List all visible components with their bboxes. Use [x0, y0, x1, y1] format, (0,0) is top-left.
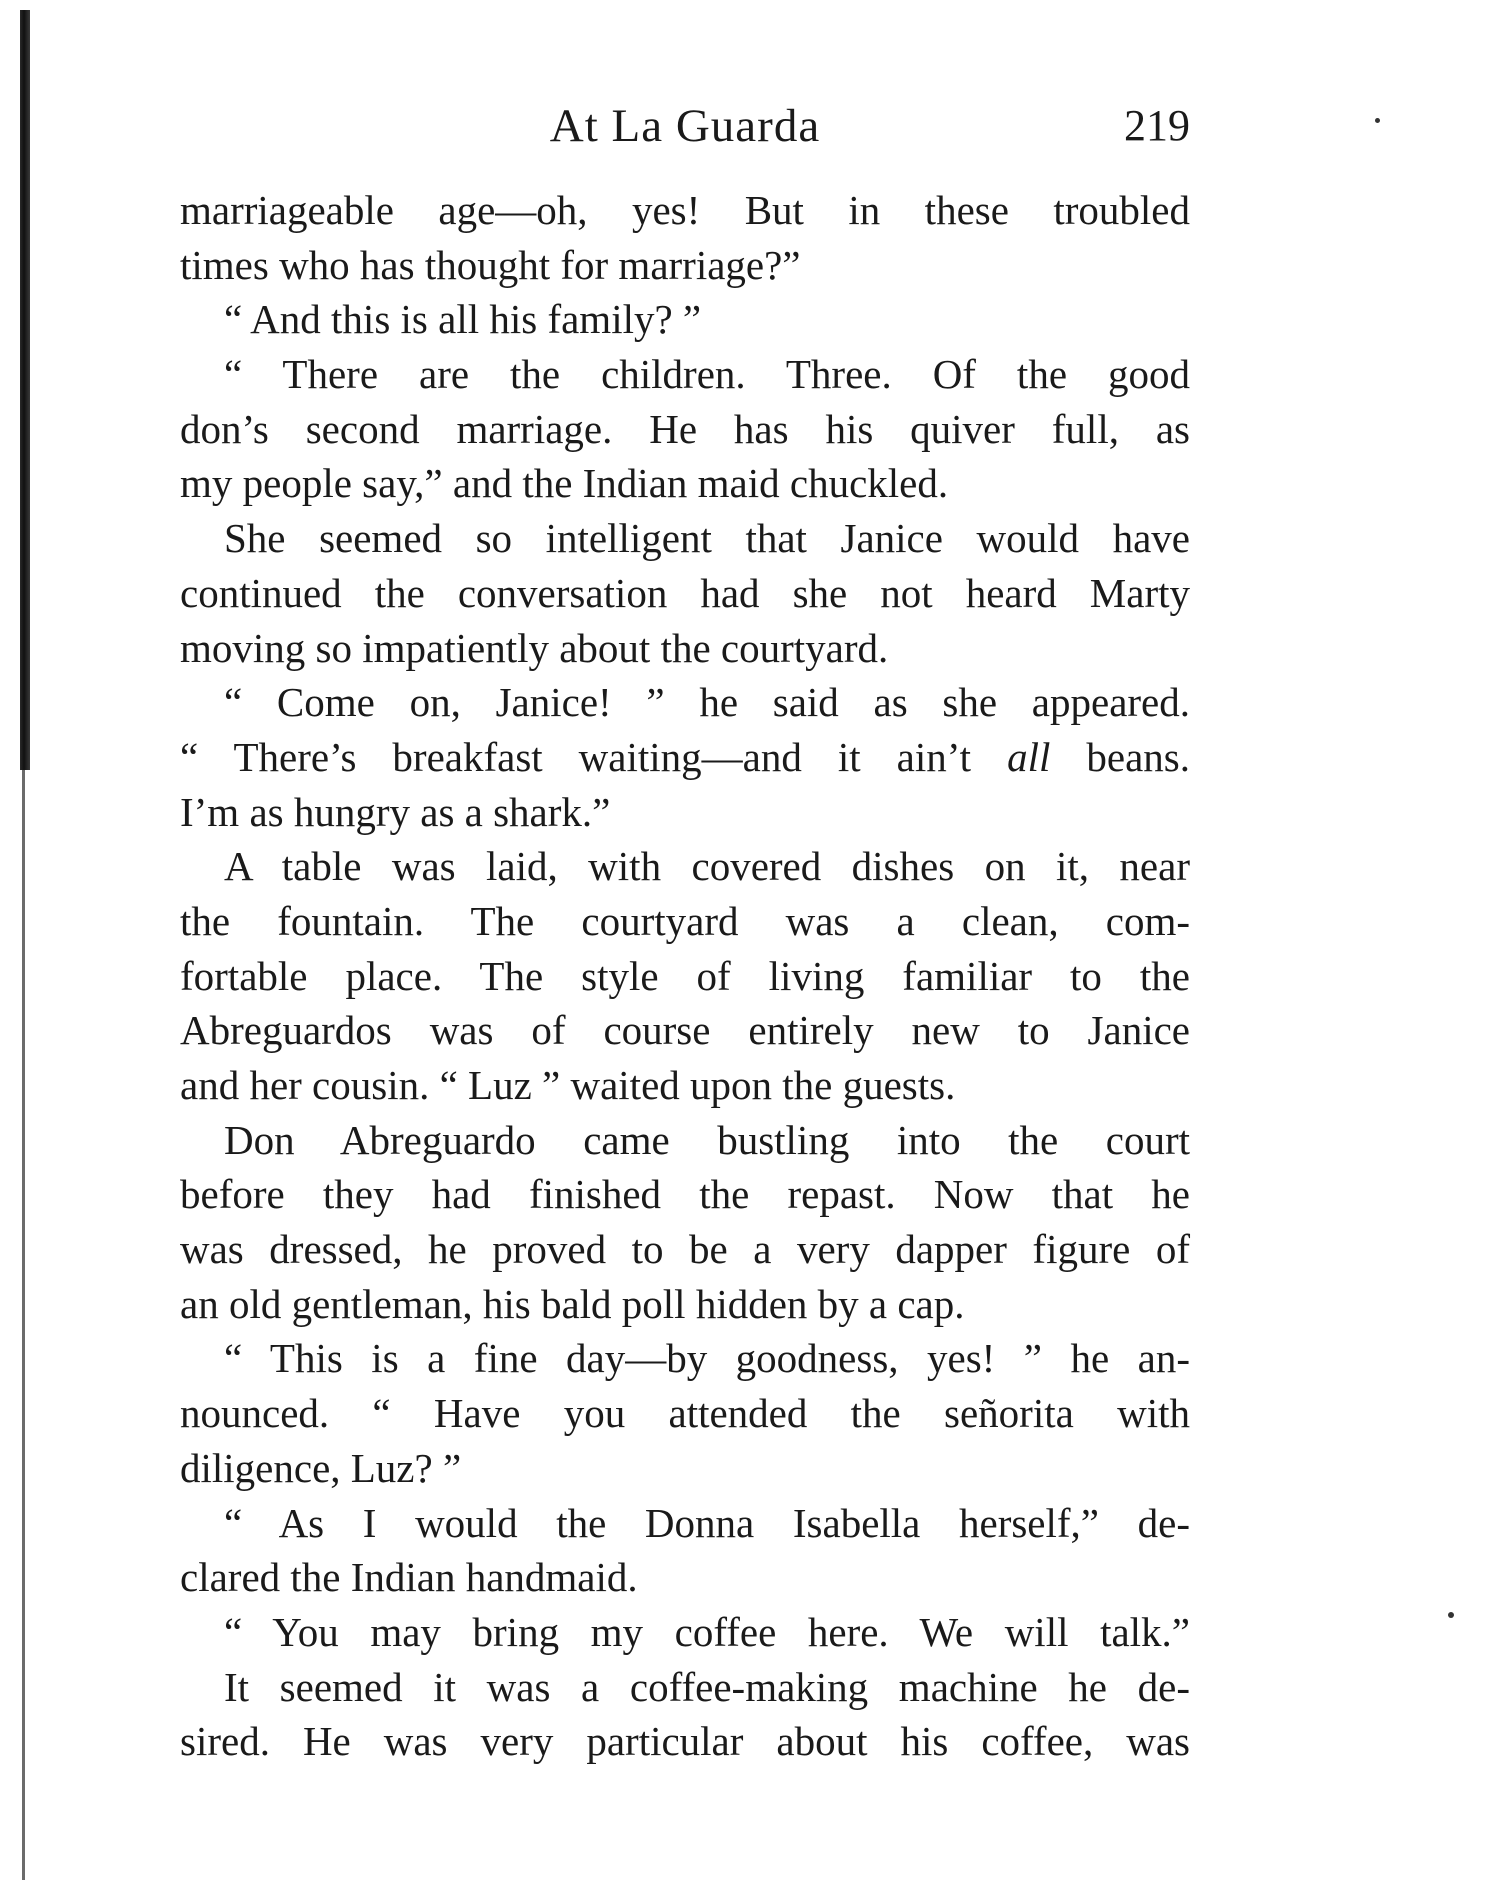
binding-shadow	[14, 0, 32, 1893]
running-head: At La Guarda	[549, 100, 821, 152]
text-line: “ This is a fine day—by goodness, yes! ” he an-	[224, 1335, 1190, 1382]
binding-shadow-dark	[20, 10, 30, 770]
text-line: my people say,” and the Indian maid chuckled.	[180, 460, 949, 507]
text-line: “ As I would the Donna Isabella herself,” de-	[224, 1499, 1190, 1546]
body-text	[180, 183, 1190, 1769]
page-number: 219	[1124, 101, 1190, 150]
text-line: “ Come on, Janice! ” he said as she appeared.	[224, 679, 1190, 726]
text-line: was dressed, he proved to be a very dapper figure of	[180, 1226, 1190, 1273]
text-line-start: “ There’s breakfast waiting—and it ain’t	[180, 733, 1008, 780]
text-line: marriageable age—oh, yes! But in these troubled	[180, 187, 1190, 233]
text-line: A table was laid, with covered dishes on it, near	[224, 843, 1190, 890]
text-line: Don Abreguardo came bustling into the court	[224, 1116, 1190, 1163]
text-line: clared the Indian handmaid.	[180, 1554, 638, 1601]
text-line: times who has thought for marriage?”	[180, 241, 801, 288]
binding-shadow-light	[22, 770, 25, 1880]
text-line: fortable place. The style of living familiar to the	[180, 952, 1190, 999]
text-line-end: beans.	[1050, 733, 1190, 780]
text-line: “ There are the children. Three. Of the good	[224, 351, 1190, 398]
text-line: She seemed so intelligent that Janice would have	[224, 515, 1190, 562]
text-line: “ And this is all his family? ”	[224, 296, 702, 343]
text-line: “ You may bring my coffee here. We will talk.”	[224, 1608, 1190, 1655]
text-line: the fountain. The courtyard was a clean, com-	[180, 897, 1190, 944]
page-header	[180, 96, 1190, 156]
italic-word: all	[1007, 733, 1051, 780]
text-line: before they had finished the repast. Now that he	[180, 1171, 1190, 1218]
text-line: and her cousin. “ Luz ” waited upon the guests.	[180, 1062, 956, 1108]
text-line: don’s second marriage. He has his quiver full, as	[180, 405, 1190, 452]
text-line: I’m as hungry as a shark.”	[180, 788, 611, 835]
text-line: It seemed it was a coffee-making machine he de-	[224, 1663, 1190, 1710]
text-line: diligence, Luz? ”	[180, 1444, 462, 1491]
text-line-with-emphasis	[180, 730, 1190, 785]
text-line: continued the conversation had she not heard Marty	[180, 569, 1190, 616]
text-line: Abreguardos was of course entirely new to Janice	[180, 1007, 1190, 1054]
paper-speck	[1375, 118, 1380, 123]
text-line: sired. He was very particular about his coffee, was	[180, 1718, 1190, 1765]
text-line: an old gentleman, his bald poll hidden by a cap.	[180, 1280, 965, 1327]
text-line: moving so impatiently about the courtyard.	[180, 624, 889, 671]
paper-speck	[1448, 1612, 1454, 1618]
text-line: nounced. “ Have you attended the señorita with	[180, 1390, 1190, 1437]
